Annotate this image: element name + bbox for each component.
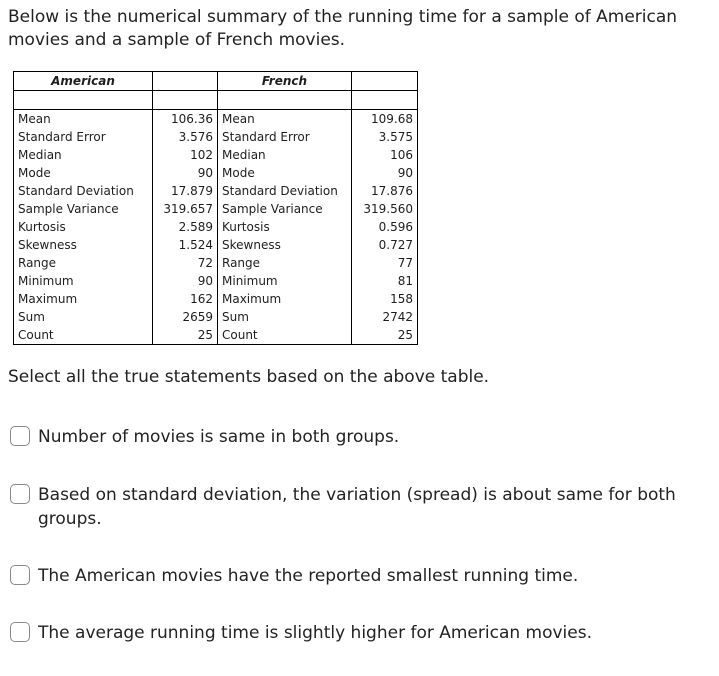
american-stat-label: Standard Error xyxy=(14,128,153,146)
french-stat-label: Mode xyxy=(218,164,352,182)
french-stat-value: 0.596 xyxy=(352,218,418,236)
table-spacer-row xyxy=(14,91,418,110)
table-row xyxy=(14,200,418,218)
french-stat-label: Kurtosis xyxy=(218,218,352,236)
french-stat-label: Mean xyxy=(218,110,352,129)
american-stat-value: 319.657 xyxy=(153,200,218,218)
american-stat-value: 1.524 xyxy=(153,236,218,254)
header-french: French xyxy=(218,72,352,91)
question-intro: Below is the numerical summary of the running time for a sample of American movies and a sample of French movies. xyxy=(8,7,678,50)
american-stat-value: 90 xyxy=(153,272,218,290)
french-stat-value: 81 xyxy=(352,272,418,290)
table-row xyxy=(14,272,418,290)
american-stat-label: Sum xyxy=(14,308,153,326)
table-row xyxy=(14,146,418,164)
french-stat-label: Count xyxy=(218,326,352,345)
answer-option-2[interactable] xyxy=(10,483,690,531)
table-row xyxy=(14,308,418,326)
french-stat-value: 109.68 xyxy=(352,110,418,129)
answer-checkbox[interactable] xyxy=(10,622,30,642)
american-stat-label: Count xyxy=(14,326,153,345)
american-stat-value: 17.879 xyxy=(153,182,218,200)
american-stat-value: 3.576 xyxy=(153,128,218,146)
table-row xyxy=(14,236,418,254)
french-stat-value: 158 xyxy=(352,290,418,308)
answer-option-label: Number of movies is same in both groups. xyxy=(38,427,400,447)
french-stat-value: 319.560 xyxy=(352,200,418,218)
question-prompt: Select all the true statements based on the above table. xyxy=(8,367,490,387)
french-stat-value: 3.575 xyxy=(352,128,418,146)
american-stat-value: 2659 xyxy=(153,308,218,326)
french-stat-label: Median xyxy=(218,146,352,164)
american-stat-label: Mean xyxy=(14,110,153,129)
french-stat-label: Range xyxy=(218,254,352,272)
american-stat-label: Sample Variance xyxy=(14,200,153,218)
table-row xyxy=(14,254,418,272)
american-stat-label: Maximum xyxy=(14,290,153,308)
french-stat-label: Standard Error xyxy=(218,128,352,146)
french-stat-value: 0.727 xyxy=(352,236,418,254)
answer-option-label: Based on standard deviation, the variation (spread) is about same for both groups. xyxy=(38,485,676,529)
answer-checkbox[interactable] xyxy=(10,565,30,585)
american-stat-value: 106.36 xyxy=(153,110,218,129)
french-stat-label: Skewness xyxy=(218,236,352,254)
french-stat-value: 25 xyxy=(352,326,418,345)
french-stat-value: 90 xyxy=(352,164,418,182)
answer-option-label: The average running time is slightly higher for American movies. xyxy=(38,623,593,643)
american-stat-label: Mode xyxy=(14,164,153,182)
french-stat-value: 77 xyxy=(352,254,418,272)
table-header-row xyxy=(14,72,418,91)
table-row xyxy=(14,164,418,182)
header-american: American xyxy=(14,72,153,91)
table-row xyxy=(14,128,418,146)
american-stat-value: 25 xyxy=(153,326,218,345)
spacer-cell xyxy=(153,91,218,110)
answer-option-1[interactable] xyxy=(10,425,690,449)
answer-checkbox[interactable] xyxy=(10,426,30,446)
table-row xyxy=(14,290,418,308)
spacer-cell xyxy=(218,91,352,110)
spacer-cell xyxy=(14,91,153,110)
american-stat-value: 72 xyxy=(153,254,218,272)
french-stat-label: Standard Deviation xyxy=(218,182,352,200)
header-empty-a xyxy=(153,72,218,91)
french-stat-label: Sample Variance xyxy=(218,200,352,218)
table-row xyxy=(14,326,418,345)
french-stat-label: Sum xyxy=(218,308,352,326)
french-stat-value: 17.876 xyxy=(352,182,418,200)
american-stat-label: Minimum xyxy=(14,272,153,290)
american-stat-label: Range xyxy=(14,254,153,272)
american-stat-label: Skewness xyxy=(14,236,153,254)
answer-checkbox[interactable] xyxy=(10,484,30,504)
american-stat-value: 90 xyxy=(153,164,218,182)
table-row xyxy=(14,182,418,200)
french-stat-value: 106 xyxy=(352,146,418,164)
answer-option-label: The American movies have the reported smallest running time. xyxy=(38,566,579,586)
spacer-cell xyxy=(352,91,418,110)
american-stat-label: Standard Deviation xyxy=(14,182,153,200)
table-row xyxy=(14,110,418,129)
answer-option-3[interactable] xyxy=(10,564,690,588)
american-stat-value: 162 xyxy=(153,290,218,308)
american-stat-label: Median xyxy=(14,146,153,164)
american-stat-value: 102 xyxy=(153,146,218,164)
header-empty-b xyxy=(352,72,418,91)
summary-table xyxy=(13,71,418,345)
american-stat-value: 2.589 xyxy=(153,218,218,236)
french-stat-label: Minimum xyxy=(218,272,352,290)
table-row xyxy=(14,218,418,236)
french-stat-value: 2742 xyxy=(352,308,418,326)
american-stat-label: Kurtosis xyxy=(14,218,153,236)
french-stat-label: Maximum xyxy=(218,290,352,308)
answer-option-4[interactable] xyxy=(10,621,690,645)
